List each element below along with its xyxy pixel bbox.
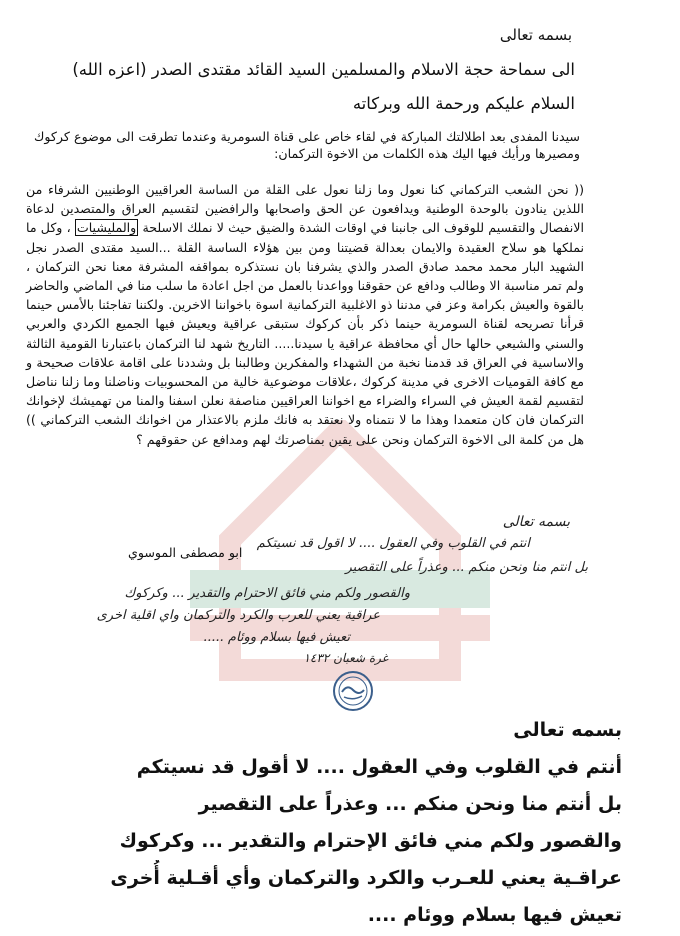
handwritten-line-5: عراقية يعني للعرب والكرد والتركمان واي اقلية اخرى	[96, 608, 380, 623]
quote-part-1: (( نحن الشعب التركماني كنا نعول وما زلنا نعول على القلة من الساسة العراقيين الوطنيين الشرفاء من اللذين ينادون بالوحدة الوطنية ويدافعون عن الحق واصحابها والرافضين لتقسيم العراق والمتصدين لدعاة الانفصال والتقسيم للوقوف الى جانبنا في اوقات الشدة والضيق حيث لا نملك الاسلحة	[26, 182, 584, 236]
handwritten-line-2: انتم في القلوب وفي العقول .... لا اقول قد نسيتكم	[256, 536, 530, 551]
transcription-line-1: بسمه تعالى	[513, 719, 622, 741]
transcription-line-3: بل أنتم منا ونحن منكم ... وعذراً على التقصير	[198, 793, 622, 815]
quote-part-2: ، وكل ما نملكها هو سلاح العقيدة والايمان بعدالة قضيتنا ومن بين هؤلاء الساسة القلة ...السيد مقتدى الصدر نجل الشهيد البار محمد محمد صادق الصدر والذي يشرفنا بان نستذكره بمواقفه المشرفة معنا نحن التركمان ، ولم تمر مناسبة الا وطالب ودافع عن حقوقنا وواعدنا بالعمل من اجل اعادة ما سلب منا في الماضي والحاضر بالقوة والعيش بكرامة وعز في مدننا ذو الاغلبية التركمانية اسوة باخواننا الاخرين. ولكننا تفاجئنا بالأمس حينما قرأنا تصريحه لقناة السومرية حينما ذكر بأن كركوك ستبقى عراقية ويعيش فيها الجميع الكردي والعربي والسني والشيعي حالها حال أي محافظة عراقية يا سيدنا..... التاريخ شهد لنا التركمان باعتبارنا القومية الثالثة والاساسية في العراق قد قدمنا نخبة من الشهداء والمفكرين وطالبنا بل وشددنا على اقامة علاقات صحيحة و مع كافة القوميات الاخرى في مدينة كركوك ،علاقات موضوعية خالية من المحسوبيات وناضلنا وما زلنا نناضل لتقسيم لقمة العيش في السراء والضراء مع اخواننا العراقيين مناصفة نعلن اسفنا والمنا من تهميشك لإخوانك التركمان فان كان متعمدا وهذا ما لا نتمناه ولا نعتقد به فانك ملزم بالاعتذار من اخوانك الشعب التركماني )) هل من كلمة الى الاخوة التركمان ونحن على يقين بمناصرتك لهم ومدافع عن حقوقهم ؟	[26, 220, 584, 447]
handwritten-line-1: بسمه تعالى	[502, 514, 570, 530]
quote-paragraph	[26, 180, 584, 449]
signer-name: ابو مصطفى الموسوي	[128, 545, 243, 560]
handwritten-line-4: والقصور ولكم مني فائق الاحترام والتقدير ... وكركوك	[124, 586, 410, 601]
transcription-block	[24, 712, 622, 934]
greeting-line: السلام عليكم ورحمة الله وبركاته	[352, 94, 575, 113]
handwritten-date: غرة شعبان ١٤٣٢	[303, 651, 388, 665]
transcription-line-4: والقصور ولكم مني فائق الإحترام والتقدير ... وكركوك	[119, 830, 622, 852]
basmala-top: بسمه تعالى	[499, 26, 572, 44]
addressee-line: الى سماحة حجة الاسلام والمسلمين السيد القائد مقتدى الصدر (اعزه الله)	[72, 60, 575, 79]
seal-stamp-icon	[332, 670, 374, 712]
intro-paragraph: سيدنا المفدى بعد اطلالتك المباركة في لقاء خاص على قناة السومرية وعندما تطرقت الى موضوع كركوك ومصيرها ورأيك فيها اليك هذه الكلمات من الاخوة التركمان:	[34, 129, 580, 161]
transcription-line-2: أنتم في القلوب وفي العقول .... لا أقول قد نسيتكم	[136, 756, 622, 778]
handwritten-line-3: بل انتم منا ونحن منكم ... وعذراً على التقصير	[345, 560, 588, 575]
transcription-line-6: تعيش فيها بسلام ووئام ....	[367, 904, 622, 926]
transcription-line-5: عراقـية يعني للعـرب والكرد والتركمان وأي أقـلية أُخرى	[110, 867, 622, 889]
quote-boxed-word: والمليشيات	[76, 220, 137, 236]
handwritten-line-6: تعيش فيها بسلام ووئام .....	[203, 630, 350, 645]
